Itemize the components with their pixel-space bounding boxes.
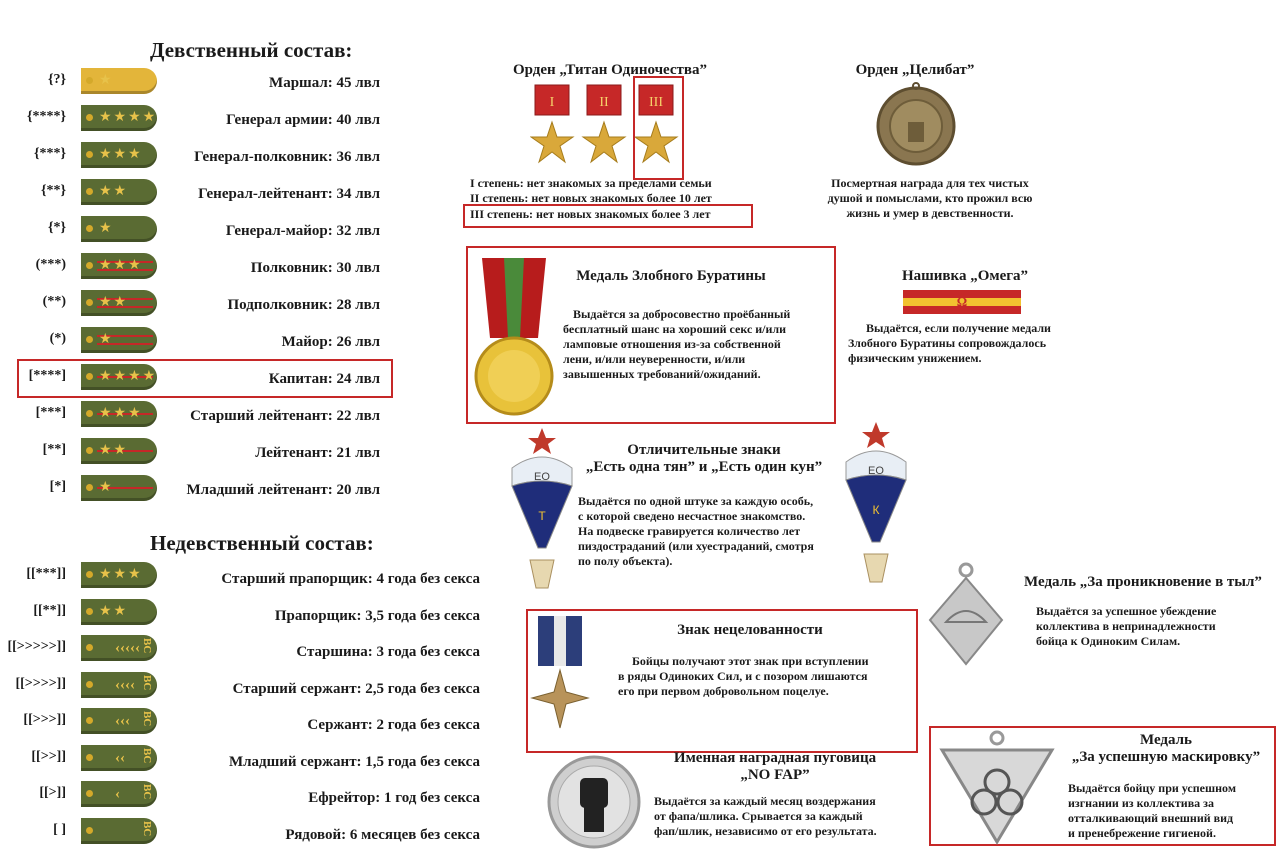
- shoulder-strap-icon: [81, 562, 157, 588]
- eo-badge-right-icon: [840, 422, 912, 592]
- rear-medal: [928, 562, 1004, 668]
- shoulder-strap-icon: [81, 179, 157, 205]
- shoulder-strap-icon: [81, 599, 157, 625]
- shoulder-strap-icon: [81, 68, 157, 94]
- star-icons: ★★: [99, 184, 129, 199]
- rank-label: Младший сержант: 1,5 года без секса: [228, 753, 480, 770]
- buratino-medal: [474, 258, 554, 418]
- rank-code: [***]: [35, 405, 66, 420]
- shoulder-strap-icon: [81, 635, 157, 661]
- strap-button-icon: [86, 717, 93, 724]
- rank-code: {****}: [26, 109, 66, 124]
- rank-label: Генерал-лейтенант: 34 лвл: [198, 186, 380, 202]
- rank-code: {**}: [40, 183, 66, 198]
- celibat-title: Орден „Целибат”: [855, 62, 975, 78]
- unkissed-medal-icon: [530, 616, 590, 740]
- rank-label: Майор: 26 лвл: [281, 334, 380, 350]
- eo-text: Выдаётся по одной штуке за каждую особь, с которой сведено несчастное знакомство. На подвеске гравируется количество лет пиздостраданий (или хуестраданий, смотря по полу объекта).: [578, 494, 814, 568]
- chevron-icons: ‹: [115, 786, 120, 802]
- shoulder-strap-icon: [81, 708, 157, 734]
- strap-button-icon: [86, 827, 93, 834]
- titan-line-3-highlight: [463, 204, 753, 228]
- star-icons: ★★★★: [99, 369, 158, 384]
- rank-label: Маршал: 45 лвл: [269, 75, 380, 91]
- chevron-icons: ‹‹‹: [115, 713, 130, 729]
- eo-badge-left-icon: [506, 428, 578, 598]
- shoulder-strap-icon: [81, 142, 157, 168]
- shoulder-strap-icon: [81, 438, 157, 464]
- captain-highlight: [17, 359, 393, 398]
- eo-badge-left-letter: Т: [538, 509, 546, 523]
- star-icons: ★: [99, 480, 114, 495]
- buratino-text: Выдаётся за добросовестно проёбанный бесплатный шанс на хороший секс и/или ламповые отношения из-за собственной лени, и/или неуверенности, и/или завышенных требований/ожиданий.: [563, 307, 791, 381]
- star-icons: ★★: [99, 295, 129, 310]
- rank-code: [[>>]]: [31, 748, 66, 764]
- chevron-icons: ‹‹: [115, 749, 125, 766]
- titan-degree-2: II: [599, 95, 609, 110]
- eo-badge-right: [840, 422, 912, 592]
- star-icons: ★★: [99, 443, 129, 458]
- strap-button-icon: [86, 410, 93, 417]
- unkissed-medal: [530, 616, 590, 740]
- strap-button-icon: [86, 151, 93, 158]
- rank-label: Старший прапорщик: 4 года без секса: [221, 571, 480, 587]
- rank-code: (***): [35, 257, 66, 272]
- rank-label: Ефрейтор: 1 год без секса: [308, 790, 480, 806]
- eo-badge-left-label: ЕО: [534, 471, 550, 483]
- strap-button-icon: [86, 299, 93, 306]
- star-icons: ★: [99, 221, 114, 236]
- titan-title: Орден „Титан Одиночества”: [512, 62, 708, 78]
- strap-letters: ВС: [141, 638, 153, 654]
- unkissed-text: Бойцы получают этот знак при вступлении в ряды Одиноких Сил, и с позором лишаются его при первом добровольном поцелуе.: [618, 654, 869, 698]
- nofap-fist-icon: [546, 754, 642, 850]
- rank-label: Младший лейтенант: 20 лвл: [186, 482, 380, 498]
- shoulder-strap-icon: [81, 327, 157, 353]
- rear-title: Медаль „За проникновение в тыл”: [1024, 574, 1262, 590]
- rank-code: [****]: [28, 368, 66, 383]
- unkissed-title: Знак нецелованности: [677, 622, 823, 638]
- strap-button-icon: [86, 644, 93, 651]
- shoulder-strap-icon: [81, 105, 157, 131]
- strap-button-icon: [86, 681, 93, 688]
- titan-line-3: III степень: нет новых знакомых более 3 лет: [470, 207, 711, 221]
- rear-text: Выдаётся за успешное убеждение коллектива в непринадлежности бойца к Одиноким Силам.: [1036, 604, 1217, 648]
- rank-label: Старшина: 3 года без секса: [296, 644, 480, 660]
- chevron-icons: ‹‹‹‹‹: [115, 640, 140, 656]
- strap-letters: ВС: [141, 711, 153, 727]
- strap-letters: ВС: [141, 674, 153, 690]
- rank-code: (**): [42, 294, 66, 309]
- mask-text: Выдаётся бойцу при успешном изгнании из коллектива за отталкивающий внешний вид и пренебрежение гигиеной.: [1068, 781, 1236, 840]
- star-icons: ★: [99, 332, 114, 347]
- mask-medal: [934, 730, 1060, 846]
- shoulder-strap-icon: [81, 475, 157, 501]
- shoulder-strap-icon: [81, 672, 157, 698]
- rank-label: Старший лейтенант: 22 лвл: [190, 408, 380, 424]
- rank-label: Старший сержант: 2,5 года без секса: [232, 680, 480, 697]
- eo-badge-right-letter: К: [872, 503, 880, 517]
- virgin-section-title: Девственный состав:: [150, 38, 353, 62]
- strap-button-icon: [86, 571, 93, 578]
- omega-symbol: Ω: [956, 294, 968, 309]
- eo-badge-left: [506, 428, 578, 598]
- rank-code: [[>>>>]]: [15, 675, 66, 691]
- buratino-medal-icon: [474, 258, 554, 418]
- rank-code: [ ]: [53, 821, 66, 837]
- star-icons: ★★★★: [99, 110, 158, 125]
- shoulder-strap-icon: [81, 216, 157, 242]
- celibat-medal-icon: [874, 82, 958, 166]
- titan-line-2: II степень: нет новых знакомых более 10 лет: [470, 191, 712, 205]
- rank-label: Капитан: 24 лвл: [268, 371, 380, 387]
- rank-code: [*]: [49, 479, 66, 494]
- rank-code: [[***]]: [26, 566, 66, 581]
- nofap-text: Выдаётся за каждый месяц воздержания от фапа/шлика. Срывается за каждый фап/шлик, независимо от его результата.: [654, 794, 877, 838]
- shoulder-strap-icon: [81, 253, 157, 279]
- shoulder-strap-icon: [81, 401, 157, 427]
- star-icons: ★★: [99, 603, 129, 619]
- eo-badge-right-label: ЕО: [868, 465, 884, 477]
- strap-button-icon: [86, 336, 93, 343]
- strap-letters: ВС: [141, 747, 153, 763]
- star-icons: ★★★: [99, 567, 143, 582]
- nofap-title: Именная наградная пуговица „NO FAP”: [673, 750, 877, 783]
- omega-patch: [903, 290, 1021, 314]
- rank-label: Прапорщик: 3,5 года без секса: [274, 607, 480, 624]
- rank-code: [[>>>>>]]: [7, 639, 66, 654]
- rank-code: {*}: [47, 220, 66, 235]
- nofap-button-medal: [546, 754, 642, 850]
- titan-medal-1: [531, 85, 573, 162]
- biohazard-icon: [934, 730, 1060, 846]
- rank-code: {***}: [33, 146, 66, 161]
- strap-button-icon: [86, 484, 93, 491]
- rank-label: Подполковник: 28 лвл: [227, 297, 380, 313]
- strap-button-icon: [86, 225, 93, 232]
- rank-code: [[>>>]]: [23, 712, 66, 727]
- buratino-title: Медаль Злобного Буратины: [576, 268, 766, 284]
- titan-medal-2: [583, 85, 625, 162]
- rank-label: Рядовой: 6 месяцев без секса: [285, 826, 480, 843]
- star-icons: ★★★: [99, 258, 143, 273]
- rear-medal-icon: [928, 562, 1004, 668]
- shoulder-strap-icon: [81, 290, 157, 316]
- rank-code: {?}: [47, 72, 66, 87]
- rank-label: Сержант: 2 года без секса: [307, 717, 480, 733]
- mask-title: Медаль „За успешную маскировку”: [1071, 732, 1261, 765]
- nonvirgin-section-title: Недевственный состав:: [150, 531, 374, 555]
- rank-label: Лейтенант: 21 лвл: [255, 445, 380, 461]
- rank-code: [**]: [42, 442, 66, 457]
- shoulder-strap-icon: [81, 745, 157, 771]
- strap-button-icon: [86, 262, 93, 269]
- shoulder-strap-icon: [81, 781, 157, 807]
- star-icons: ★★★: [99, 406, 143, 421]
- star-icons: ★★★: [99, 147, 143, 162]
- strap-letters: ВС: [141, 820, 153, 836]
- titan-degree-3: III: [649, 95, 663, 110]
- strap-button-icon: [86, 188, 93, 195]
- rank-code: [[>]]: [39, 785, 66, 800]
- rank-label: Генерал-полковник: 36 лвл: [194, 149, 380, 165]
- strap-button-icon: [86, 608, 93, 615]
- strap-button-icon: [86, 754, 93, 761]
- strap-button-icon: [86, 114, 93, 121]
- titan-degree-1: I: [549, 95, 555, 110]
- omega-title: Нашивка „Омега”: [901, 268, 1029, 284]
- rank-label: Полковник: 30 лвл: [250, 260, 380, 276]
- rank-label: Генерал армии: 40 лвл: [226, 112, 380, 128]
- strap-letters: ВС: [141, 784, 153, 800]
- eo-title: Отличительные знаки „Есть одна тян” и „Есть один кун”: [585, 442, 823, 475]
- shoulder-strap-icon: [81, 818, 157, 844]
- titan-iii-highlight: [633, 76, 684, 180]
- star-icons: ★: [99, 73, 114, 88]
- omega-text: Выдаётся, если получение медали Злобного Буратины сопровождалось физическим унижением.: [848, 321, 1051, 365]
- celibat-medal: [874, 82, 958, 166]
- titan-line-1: I степень: нет знакомых за пределами семьи: [470, 176, 712, 190]
- strap-button-icon: [86, 77, 93, 84]
- celibat-text: Посмертная награда для тех чистых душой и помыслами, кто прожил всю жизнь и умер в девственности.: [827, 176, 1033, 220]
- strap-button-icon: [86, 447, 93, 454]
- rank-code: [[**]]: [33, 602, 66, 618]
- rank-code: (*): [49, 331, 66, 346]
- rank-label: Генерал-майор: 32 лвл: [225, 223, 380, 239]
- chevron-icons: ‹‹‹‹: [115, 676, 135, 693]
- strap-button-icon: [86, 790, 93, 797]
